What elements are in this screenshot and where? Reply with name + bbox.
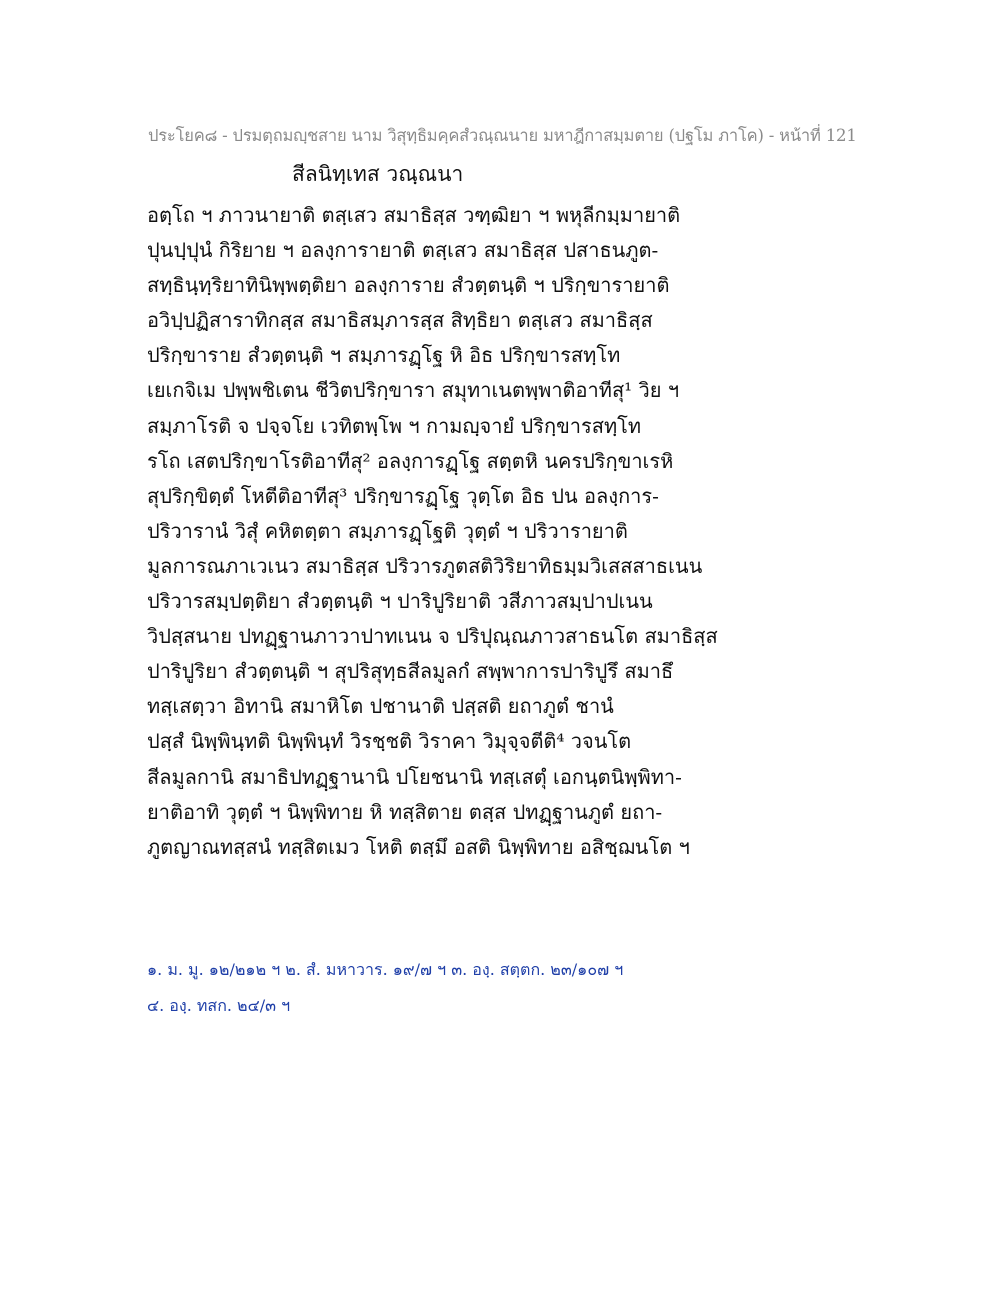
body-line: ปาริปูริยา สํวตฺตนฺติ ฯ สุปริสุทฺธสีลมูลกํ สพฺพาการปาริปูรึ สมาธึ — [147, 659, 674, 684]
body-line: ปริวารสมฺปตฺติยา สํวตฺตนฺติ ฯ ปาริปูริยาติ วสีภาวสมฺปาปเนน — [147, 589, 653, 614]
body-line: ปริวารานํ วิสุํ คหิตตฺตา สมฺภารฏฺโฐติ วุตฺตํ ฯ ปริวารายาติ — [147, 518, 628, 543]
body-line: เยเกจิเม ปพฺพชิเตน ชีวิตปริกฺขารา สมุทาเนตพฺพาติอาทีสุ¹ วิย ฯ — [147, 378, 680, 403]
body-line: สีลมูลกานิ สมาธิปทฏฺฐานานิ ปโยชนานิ ทสฺเสตุํ เอกนฺตนิพฺพิทา- — [147, 764, 682, 789]
body-line: สุปริกฺขิตฺตํ โหตีติอาทีสุ³ ปริกฺขารฏฺโฐ วุตฺโต อิธ ปน อลงฺการ- — [147, 483, 659, 508]
body-line: สมฺภาโรติ จ ปจฺจโย เวทิตพฺโพ ฯ กามญฺจายํ ปริกฺขารสทฺโท — [147, 413, 642, 438]
section-title: สีลนิทฺเทส วณฺณนา — [292, 162, 464, 186]
footnote-line: ๔. องฺ. ทสก. ๒๔/๓ ฯ — [147, 996, 291, 1015]
body-line: ภูตญาณทสฺสนํ ทสฺสิตเมว โหติ ตสฺมึ อสติ นิพฺพิทาย อสิชฺฌนโต ฯ — [147, 834, 690, 859]
body-line: ยาติอาทิ วุตฺตํ ฯ นิพฺพิทาย หิ ทสฺสิตาย ตสฺส ปทฏฺฐานภูตํ ยถา- — [147, 799, 663, 824]
running-header: ประโยค๘ - ปรมตฺถมญฺชสาย นาม วิสุทฺธิมคฺคสํวณฺณนาย มหาฎีกาสมฺมตาย (ปฐโม ภาโค) - หน้าที่ 121 — [148, 126, 857, 145]
body-text — [147, 198, 867, 865]
body-line: ปุนปฺปุนํ กิริยาย ฯ อลงฺการายาติ ตสฺเสว สมาธิสฺส ปสาธนภูต- — [147, 238, 659, 263]
footnotes — [147, 952, 867, 1024]
body-line: รโถ เสตปริกฺขาโรติอาทีสุ² อลงฺการฏฺโฐ สตฺตหิ นครปริกฺขาเรหิ — [147, 448, 674, 473]
body-line: ปสฺสํ นิพฺพินฺทติ นิพฺพินฺทํ วิรชฺชติ วิราคา วิมุจฺจตีติ⁴ วจนโต — [147, 729, 632, 754]
footnote-line: ๑. ม. มู. ๑๒/๒๑๒ ฯ ๒. สํ. มหาวาร. ๑๙/๗ ฯ ๓. องฺ. สตฺตก. ๒๓/๑๐๗ ฯ — [147, 960, 624, 979]
body-line: วิปสฺสนาย ปทฏฺฐานภาวาปาทเนน จ ปริปุณฺณภาวสาธนโต สมาธิสฺส — [147, 624, 718, 649]
body-line: สทฺธินฺทฺริยาทินิพฺพตฺติยา อลงฺการาย สํวตฺตนฺติ ฯ ปริกฺขารายาติ — [147, 273, 670, 298]
body-line: มูลการณภาเวเนว สมาธิสฺส ปริวารภูตสติวิริยาทิธมฺมวิเสสสาธเนน — [147, 553, 703, 578]
body-line: ทสฺเสตฺวา อิทานิ สมาหิโต ปชานาติ ปสฺสติ ยถาภูตํ ชานํ — [147, 694, 614, 719]
body-line: อตฺโถ ฯ ภาวนายาติ ตสฺเสว สมาธิสฺส วฑฺฒิยา ฯ พหุลีกมฺมายาติ — [147, 203, 681, 227]
body-line: อวิปฺปฏิสาราทิกสฺส สมาธิสมฺภารสฺส สิทฺธิยา ตสฺเสว สมาธิสฺส — [147, 308, 653, 333]
body-line: ปริกฺขาราย สํวตฺตนฺติ ฯ สมฺภารฏฺโฐ หิ อิธ ปริกฺขารสทฺโท — [147, 343, 621, 368]
